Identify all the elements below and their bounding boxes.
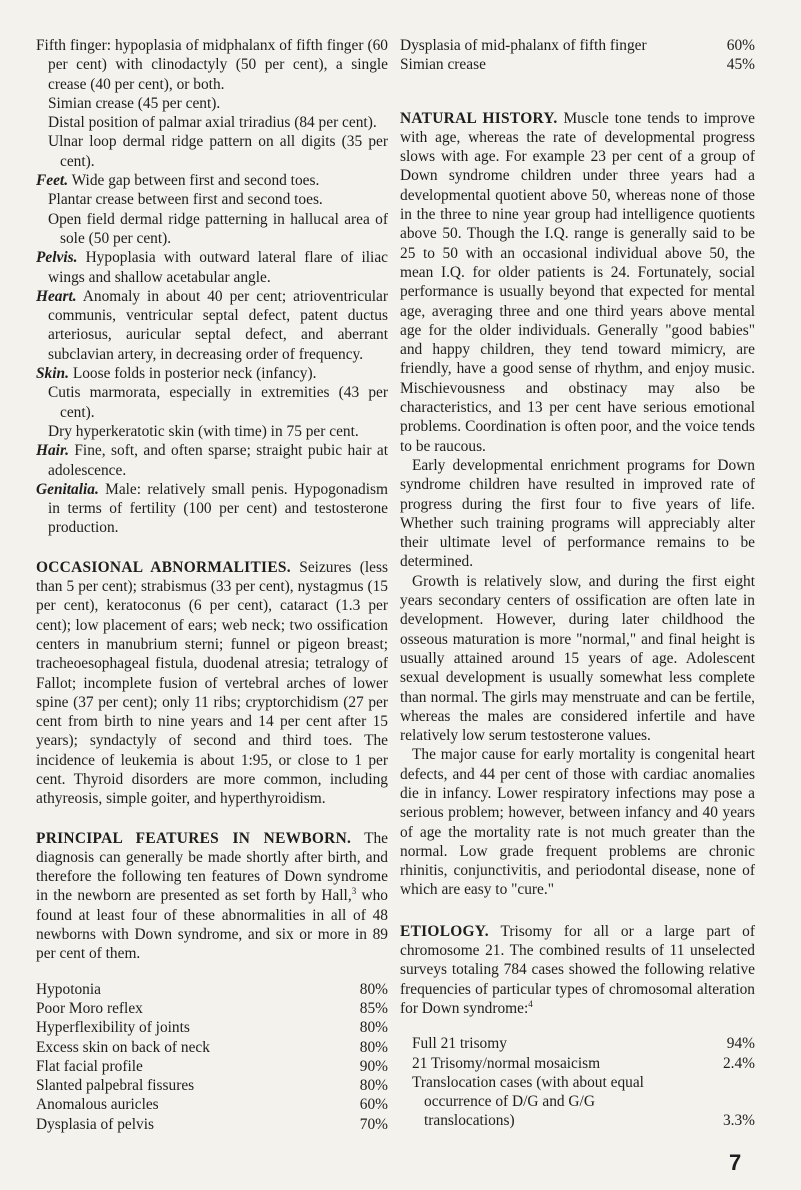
list-item — [48, 210, 388, 249]
table-row — [400, 36, 755, 55]
feature-percent: 45% — [726, 56, 755, 74]
section-heading: NATURAL HISTORY. — [400, 109, 558, 127]
feature-name: Flat facial profile — [36, 1057, 143, 1075]
list-item — [36, 248, 388, 287]
item-text: Dry hyperkeratotic skin (with time) in 75 per cent. — [48, 422, 359, 440]
page-number: 7 — [729, 1150, 742, 1175]
table-row — [412, 1073, 755, 1131]
feature-name: Anomalous auricles — [36, 1096, 159, 1114]
feature-name: Excess skin on back of neck — [36, 1038, 210, 1056]
item-text: Fine, soft, and often sparse; straight pubic hair at adolescence. — [48, 442, 388, 479]
item-text: Open field dermal ridge patterning in hallucal area of sole (50 per cent). — [48, 210, 388, 247]
list-item — [48, 383, 388, 422]
item-text: Anomaly in about 40 per cent; atrioventricular communis, ventricular septal defect, patent ductus arteriosus, auricular septal defect, and aberrant subclavian artery, in decreasing order of frequency. — [48, 287, 389, 363]
item-label: Feet. — [36, 172, 69, 190]
type-percent: 94% — [726, 1035, 755, 1053]
section-heading: OCCASIONAL ABNORMALITIES. — [36, 558, 291, 576]
table-row — [36, 1057, 388, 1076]
type-name-line: translocations) — [424, 1112, 515, 1130]
list-item — [36, 287, 388, 364]
natural-history-paragraph: Early developmental enrichment programs for Down syndrome children have resulted in improved rate of progress during the first four to five years of life. Whether such training programs will appreciably alter their ultimate level of performance remains to be determined. — [400, 456, 755, 571]
paragraph-text: Trisomy for all or a large part of chromosome 21. The combined results of 11 unselected surveys totaling 784 cases showed the following relative frequencies of particular types of chromosomal alteration for Down syndrome: — [400, 922, 755, 1017]
feature-percent: 60% — [726, 37, 755, 54]
item-text: Male: relatively small penis. Hypogonadism in terms of fertility (100 per cent) and testosterone production. — [48, 480, 388, 537]
feature-percent: 80% — [359, 1077, 388, 1095]
list-item — [48, 94, 388, 113]
table-row — [36, 1115, 388, 1134]
chromosome-types-table — [412, 1034, 755, 1130]
paragraph-text: Muscle tone tends to improve with age, whereas the rate of developmental progress slows with age. For example 23 per cent of a group of Down syndrome children under three years had a developmental quotient above 50, whereas none of those in the three to nine year group had intelligence quotients above 50. Though the I.Q. range is generally said to be 25 to 50 with an occasional individual above 50, the mean I.Q. for older patients is 24. Fortunately, social performance is usually beyond that expected for mental age, averaging three and one third years above mental age for the older individuals. Generally "good babies" and happy children, they tend toward mimicry, are friendly, have a good sense of rhythm, and enjoy music. Mischievousness and obstinacy may also be characteristics, and 13 per cent have serious emotional problems. Coordination is often poor, and the voice tends to be raucous. — [400, 109, 755, 455]
feature-percent: 80% — [359, 1038, 388, 1056]
paragraph-text: who found at least four of these abnormalities in all of 48 newborns with Down syndrome, and six or more in 89 per cent of them. — [36, 887, 388, 963]
type-percent: 3.3% — [722, 1112, 755, 1130]
natural-history-paragraph: The major cause for early mortality is congenital heart defects, and 44 per cent of those with cardiac anomalies die in infancy. Lower respiratory infections may pose a serious problem; however, between infancy and 40 years of age the mortality rate is not much greater than the normal. Low grade frequent problems are chronic rhinitis, conjunctivitis, and periodontal disease, none of which are easy to "cure." — [400, 746, 755, 899]
type-name-line: occurrence of D/G and G/G — [424, 1093, 595, 1111]
left-column — [36, 36, 388, 1134]
type-name: 21 Trisomy/normal mosaicism — [412, 1054, 601, 1072]
type-name-line: Translocation cases (with about equal — [412, 1073, 644, 1091]
etiology-paragraph — [400, 922, 755, 1018]
item-text: Hypoplasia with outward lateral flare of iliac wings and shallow acetabular angle. — [48, 249, 388, 286]
paragraph-text: The diagnosis can generally be made shortly after birth, and therefore the following ten features of Down syndrome in the newborn are presented as set forth by Hall, — [36, 829, 388, 905]
list-item — [48, 422, 388, 441]
item-text: Simian crease (45 per cent). — [48, 94, 221, 112]
natural-history-paragraph — [400, 109, 755, 456]
feature-name: Hypotonia — [36, 980, 101, 998]
list-item — [36, 36, 388, 94]
item-label: Heart. — [36, 287, 77, 305]
occasional-abnormalities-paragraph — [36, 558, 388, 809]
item-text: Wide gap between first and second toes. — [71, 172, 320, 190]
section-heading: ETIOLOGY. — [400, 922, 489, 940]
type-percent: 2.4% — [722, 1054, 755, 1072]
item-text: Plantar crease between first and second toes. — [48, 191, 323, 209]
item-text: Cutis marmorata, especially in extremities (43 per cent). — [48, 384, 388, 421]
item-text: Fifth finger: hypoplasia of midphalanx of fifth finger (60 per cent) with clinodactyly (50 per cent), a single crease (40 per cent), or both. — [36, 37, 388, 93]
type-name: Full 21 trisomy — [412, 1035, 507, 1053]
table-row — [36, 980, 388, 999]
feature-name: Poor Moro reflex — [36, 999, 143, 1017]
table-row — [36, 1095, 388, 1114]
feature-percent: 80% — [359, 1019, 388, 1037]
newborn-features-table — [36, 980, 388, 1134]
item-label: Genitalia. — [36, 480, 99, 498]
citation-superscript: 4 — [528, 998, 533, 1009]
item-text: Ulnar loop dermal ridge pattern on all digits (35 per cent). — [48, 133, 388, 170]
natural-history-paragraph: Growth is relatively slow, and during the first eight years secondary centers of ossification are often late in development. However, during later childhood the osseous maturation is more "normal," and final height is usually attained around 15 years of age. Adolescent sexual development is usually somewhat less complete than normal. The girls may menstruate and can be fertile, whereas the males are considered infertile and have relatively low serum testosterone values. — [400, 572, 755, 745]
table-row — [412, 1034, 755, 1053]
citation-superscript: 3 — [351, 886, 357, 897]
section-heading: PRINCIPAL FEATURES IN NEWBORN. — [36, 829, 352, 847]
feature-list — [36, 36, 388, 538]
table-row — [400, 55, 755, 74]
feature-name: Dysplasia of mid-phalanx of fifth finger — [400, 37, 647, 54]
list-item — [48, 190, 388, 209]
right-column — [400, 36, 755, 1131]
list-item — [48, 113, 388, 132]
feature-percent: 90% — [359, 1057, 388, 1075]
feature-percent: 85% — [359, 999, 388, 1017]
table-row — [36, 1076, 388, 1095]
item-label: Hair. — [36, 442, 69, 460]
item-label: Skin. — [36, 365, 69, 383]
type-row-end — [412, 1111, 755, 1130]
list-item — [36, 441, 388, 480]
table-row — [36, 999, 388, 1018]
table-row — [36, 1018, 388, 1037]
feature-percent: 70% — [359, 1115, 388, 1133]
feature-name: Simian crease — [400, 56, 486, 74]
feature-name: Hyperflexibility of joints — [36, 1019, 190, 1037]
item-text: Distal position of palmar axial triradius (84 per cent). — [48, 114, 377, 132]
feature-name: Slanted palpebral fissures — [36, 1077, 195, 1095]
paragraph-text: Seizures (less than 5 per cent); strabismus (33 per cent), nystagmus (15 per cent), keratoconus (6 per cent), cataract (1.3 per cent); low placement of ears; web neck; two ossification centers in manubrium sterni; funnel or pigeon breast; tracheoesophageal fistula, duodenal atresia; tetralogy of Fallot; incomplete fusion of vertebral arches of lower spine (37 per cent); only 11 ribs; cryptorchidism (27 per cent from birth to nine years and 14 per cent after 15 years); syndactyly of second and third toes. The incidence of leukemia is about 1:95, or close to 1 per cent. Thyroid disorders are more common, including athyreosis, simple goiter, and hyperthyroidism. — [36, 558, 388, 808]
list-item — [36, 480, 388, 538]
table-row — [36, 1038, 388, 1057]
feature-percent: 80% — [359, 980, 388, 998]
list-item — [48, 132, 388, 171]
list-item — [36, 171, 388, 190]
table-row — [412, 1054, 755, 1073]
newborn-features-paragraph — [36, 829, 388, 964]
item-label: Pelvis. — [36, 249, 78, 267]
list-item — [36, 364, 388, 383]
newborn-features-table-continued — [400, 36, 755, 75]
item-text: Loose folds in posterior neck (infancy). — [72, 365, 317, 383]
feature-percent: 60% — [359, 1096, 388, 1114]
feature-name: Dysplasia of pelvis — [36, 1115, 154, 1133]
